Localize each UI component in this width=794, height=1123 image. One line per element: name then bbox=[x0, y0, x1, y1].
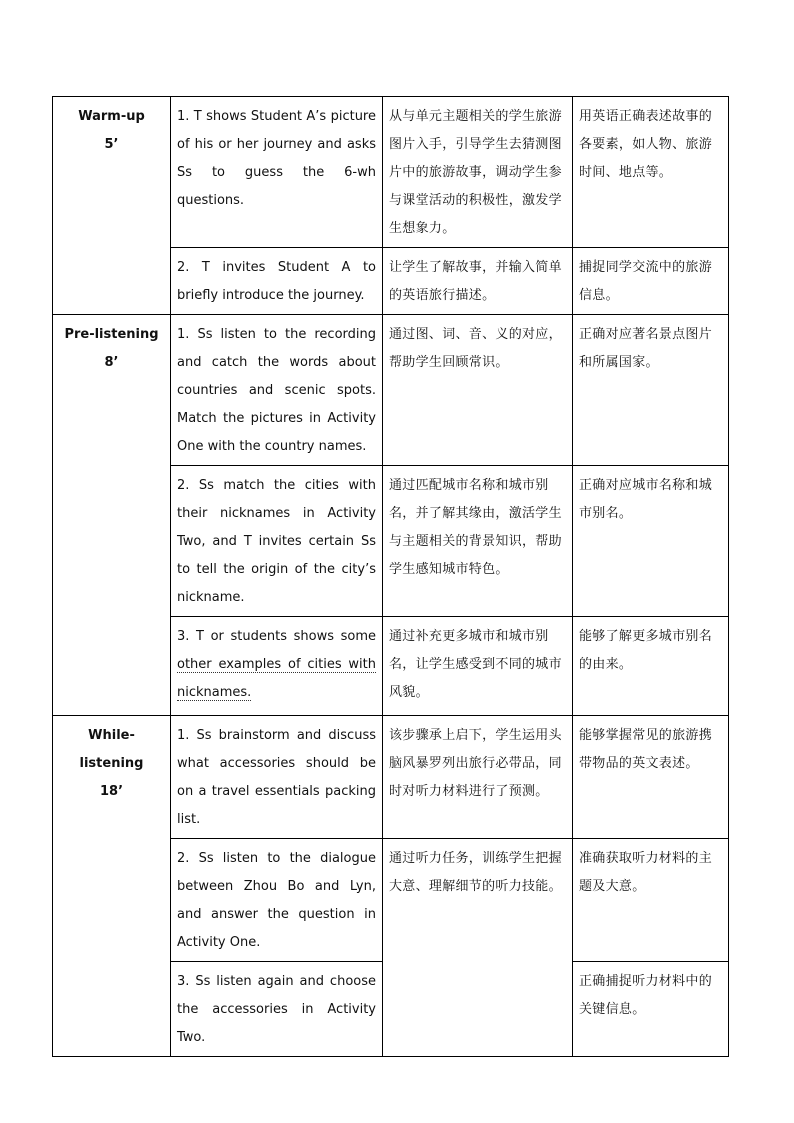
stage-time: 8’ bbox=[104, 355, 119, 370]
purpose-cell: 通过图、词、音、义的对应，帮助学生回顾常识。 bbox=[383, 315, 573, 466]
outcome-cell: 正确捕捉听力材料中的关键信息。 bbox=[573, 962, 729, 1057]
stage-cell-while-listening bbox=[53, 716, 171, 1057]
purpose-cell: 让学生了解故事，并输入简单的英语旅行描述。 bbox=[383, 248, 573, 315]
stage-time: 18’ bbox=[99, 784, 124, 799]
stage-cell-pre-listening bbox=[53, 315, 171, 716]
purpose-cell: 该步骤承上启下，学生运用头脑风暴罗列出旅行必带品，同时对听力材料进行了预测。 bbox=[383, 716, 573, 839]
stage-name: Pre-listening bbox=[64, 327, 159, 342]
lesson-plan-table bbox=[52, 96, 729, 1057]
activity-cell: 3. Ss listen again and choose the accessories in Activity Two. bbox=[171, 962, 383, 1057]
activity-cell: 1. Ss brainstorm and discuss what accessories should be on a travel essentials packing list. bbox=[171, 716, 383, 839]
stage-name: Warm-up bbox=[78, 109, 145, 124]
purpose-cell: 通过补充更多城市和城市别名，让学生感受到不同的城市风貌。 bbox=[383, 617, 573, 716]
purpose-cell: 通过匹配城市名称和城市别名，并了解其缘由，激活学生与主题相关的背景知识，帮助学生感知城市特色。 bbox=[383, 466, 573, 617]
activity-cell bbox=[171, 617, 383, 716]
activity-prefix: 3. T or students shows some bbox=[177, 629, 376, 644]
outcome-cell: 能够掌握常见的旅游携带物品的英文表述。 bbox=[573, 716, 729, 839]
stage-cell-warm-up bbox=[53, 97, 171, 315]
outcome-cell: 用英语正确表述故事的各要素，如人物、旅游时间、地点等。 bbox=[573, 97, 729, 248]
outcome-cell: 正确对应著名景点图片和所属国家。 bbox=[573, 315, 729, 466]
stage-time: 5’ bbox=[104, 137, 119, 152]
table-row bbox=[53, 97, 729, 248]
outcome-cell: 正确对应城市名称和城市别名。 bbox=[573, 466, 729, 617]
activity-cell: 1. T shows Student A’s picture of his or her journey and asks Ss to guess the 6-wh questions. bbox=[171, 97, 383, 248]
table-row bbox=[53, 716, 729, 839]
table-row bbox=[53, 315, 729, 466]
stage-name: While-listening bbox=[79, 728, 144, 771]
activity-cell: 2. Ss listen to the dialogue between Zhou Bo and Lyn, and answer the question in Activity One. bbox=[171, 839, 383, 962]
activity-cell: 2. T invites Student A to briefly introduce the journey. bbox=[171, 248, 383, 315]
activity-underlined: other examples of cities with nicknames. bbox=[177, 657, 376, 700]
outcome-cell: 捕捉同学交流中的旅游信息。 bbox=[573, 248, 729, 315]
outcome-cell: 能够了解更多城市别名的由来。 bbox=[573, 617, 729, 716]
outcome-cell: 准确获取听力材料的主题及大意。 bbox=[573, 839, 729, 962]
activity-cell: 1. Ss listen to the recording and catch the words about countries and scenic spots. Match the pictures in Activity One with the country names. bbox=[171, 315, 383, 466]
purpose-cell: 从与单元主题相关的学生旅游图片入手，引导学生去猜测图片中的旅游故事，调动学生参与课堂活动的积极性，激发学生想象力。 bbox=[383, 97, 573, 248]
activity-cell: 2. Ss match the cities with their nicknames in Activity Two, and T invites certain Ss to tell the origin of the city’s nickname. bbox=[171, 466, 383, 617]
purpose-cell: 通过听力任务，训练学生把握大意、理解细节的听力技能。 bbox=[383, 839, 573, 1057]
